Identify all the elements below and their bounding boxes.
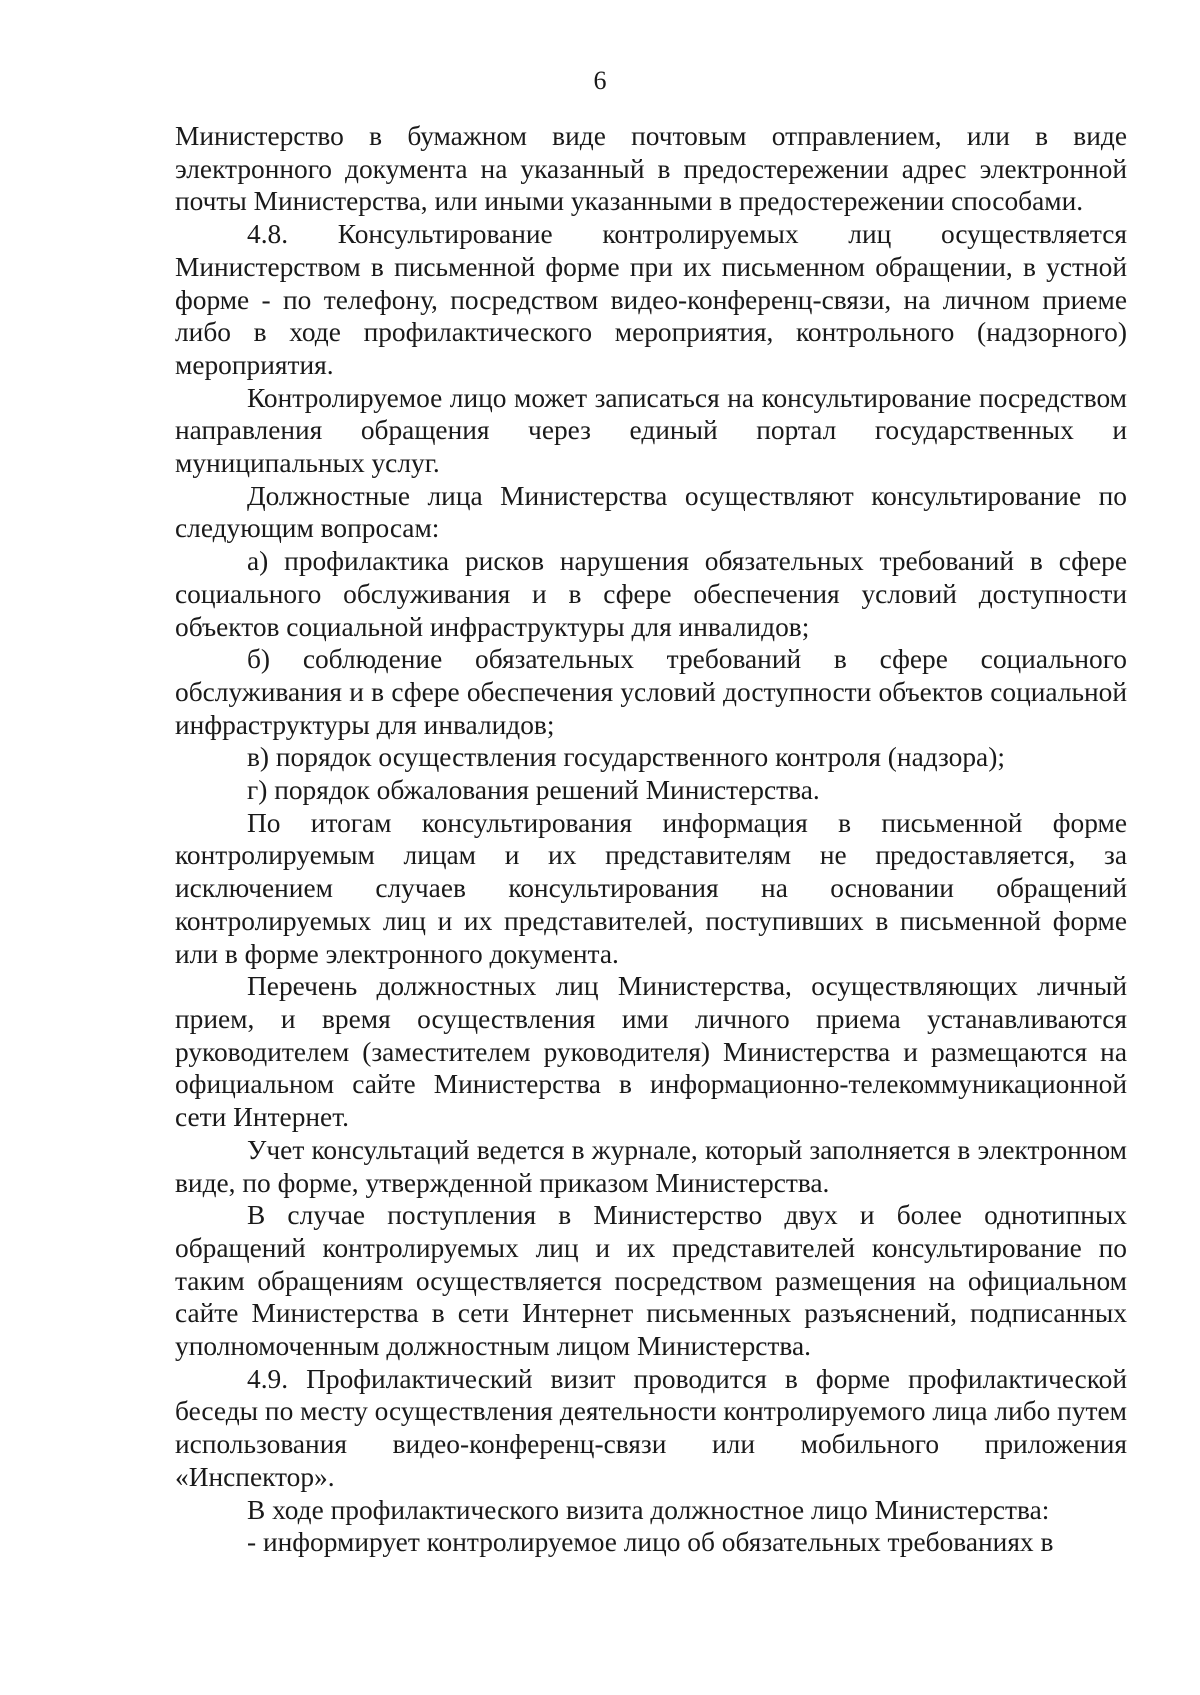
body-paragraph: б) соблюдение обязательных требований в сфере социального обслуживания и в сфере обеспечения условий доступности объектов социальной инфраструктуры для инвалидов; bbox=[175, 644, 1127, 740]
body-paragraph: 4.9. Профилактический визит проводится в форме профилактической беседы по месту осуществления деятельности контролируемого лица либо путем использования видео-конференц-связи или мобильного приложения «Инспектор». bbox=[175, 1363, 1127, 1492]
body-paragraph: Министерство в бумажном виде почтовым отправлением, или в виде электронного документа на указанный в предостережении адрес электронной почты Министерства, или иными указанными в предостережении способами. bbox=[175, 121, 1127, 217]
body-paragraph: 4.8. Консультирование контролируемых лиц осуществляется Министерством в письменной форме при их письменном обращении, в устной форме - по телефону, посредством видео-конференц-связи, на личном приеме либо в ходе профилактического мероприятия, контрольного (надзорного) мероприятия. bbox=[175, 219, 1127, 380]
body-paragraph: Учет консультаций ведется в журнале, который заполняется в электронном виде, по форме, утвержденной приказом Министерства. bbox=[175, 1134, 1127, 1198]
body-paragraph: г) порядок обжалования решений Министерства. bbox=[247, 775, 820, 806]
body-paragraph: В ходе профилактического визита должностное лицо Министерства: bbox=[247, 1494, 1050, 1525]
document-body bbox=[175, 120, 1127, 1559]
body-paragraph: Должностные лица Министерства осуществляют консультирование по следующим вопросам: bbox=[175, 480, 1127, 544]
page-number: 6 bbox=[593, 66, 607, 95]
body-paragraph: - информирует контролируемое лицо об обязательных требованиях в bbox=[247, 1527, 1054, 1558]
body-paragraph: По итогам консультирования информация в письменной форме контролируемым лицам и их представителям не предоставляется, за исключением случаев консультирования на основании обращений контролируемых лиц и их представителей, поступивших в письменной форме или в форме электронного документа. bbox=[175, 807, 1127, 969]
body-paragraph: Перечень должностных лиц Министерства, осуществляющих личный прием, и время осуществления ими личного приема устанавливаются руководителем (заместителем руководителя) Министерства и размещаются на официальном сайте Министерства в информационно-телекоммуникационной сети Интернет. bbox=[175, 971, 1127, 1133]
body-paragraph: в) порядок осуществления государственного контроля (надзора); bbox=[247, 742, 1005, 773]
body-paragraph: Контролируемое лицо может записаться на консультирование посредством направления обращения через единый портал государственных и муниципальных услуг. bbox=[175, 382, 1127, 479]
body-paragraph: В случае поступления в Министерство двух и более однотипных обращений контролируемых лиц и их представителей консультирование по таким обращениям осуществляется посредством размещения на официальном сайте Министерства в сети Интернет письменных разъяснений, подписанных уполномоченным должностным лицом Министерства. bbox=[175, 1200, 1127, 1362]
body-paragraph: а) профилактика рисков нарушения обязательных требований в сфере социального обслуживания и в сфере обеспечения условий доступности объектов социальной инфраструктуры для инвалидов; bbox=[175, 546, 1127, 642]
